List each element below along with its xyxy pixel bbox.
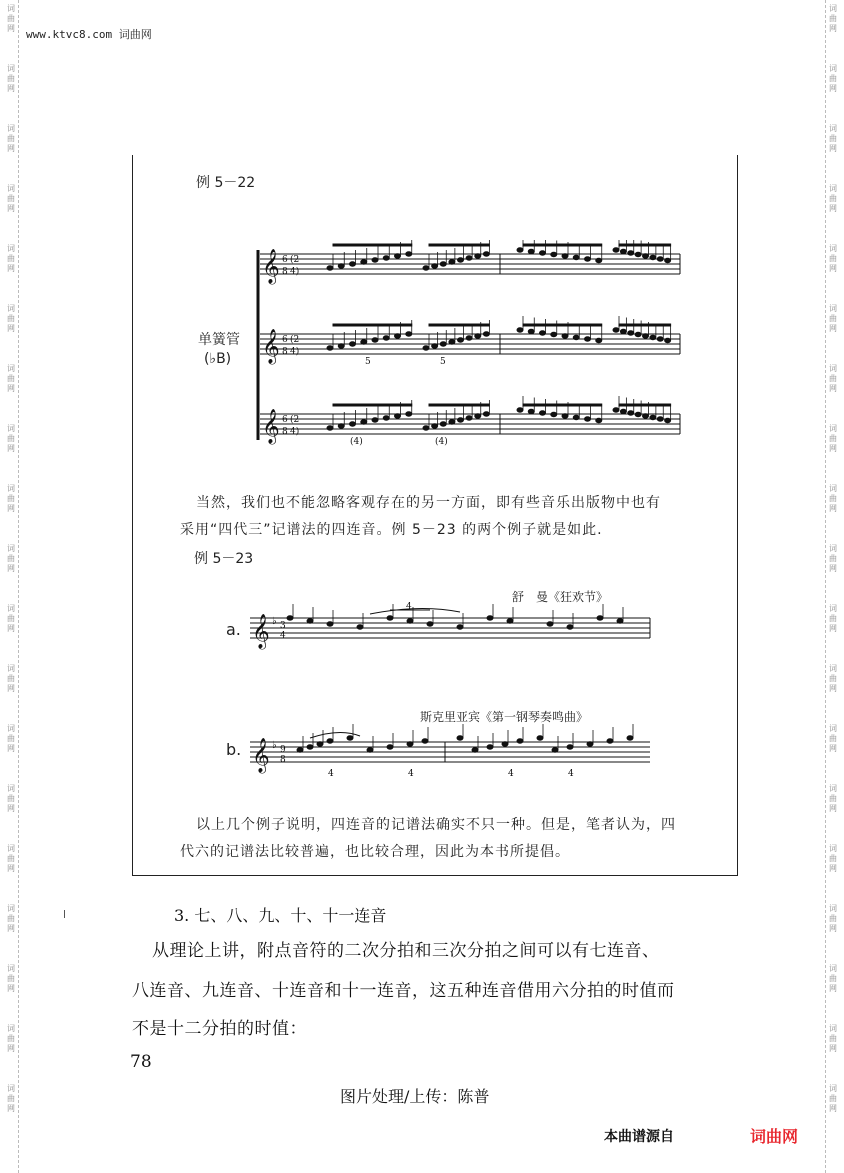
note-head [596,338,602,342]
note-head [547,622,553,626]
paragraph-2-line-1: 以上几个例子说明，四连音的记谱法确实不只一种。但是，笔者认为，四 [196,817,676,833]
svg-text:𝄞: 𝄞 [252,738,270,773]
side-watermark-text: 词 曲 网 [829,364,837,393]
example-b-credit: 斯克里亚宾《第一钢琴奏鸣曲》 [420,710,589,724]
side-watermark-text: 词 曲 网 [829,724,837,753]
note-head [427,622,433,626]
tuplet-mark: (4) [350,437,363,447]
note-head [617,619,623,623]
note-head [517,408,523,412]
note-head [357,625,363,629]
score-example-5-23b [250,724,660,784]
note-beam [619,244,671,246]
note-head [573,335,579,339]
note-head [466,256,472,260]
note-head [540,331,546,335]
note-head [338,424,344,428]
svg-text:6: 6 [282,255,288,265]
note-head [607,739,613,743]
note-beam [429,324,489,326]
note-head [407,742,413,746]
note-head [432,264,438,268]
note-head [395,254,401,258]
margin-tick [64,910,65,918]
page-number: 78 [130,1052,152,1072]
note-head [449,340,455,344]
note-beam [523,244,602,246]
note-head [528,409,534,413]
example-a-credit: 舒 曼《狂欢节》 [512,590,609,604]
note-head [657,337,663,341]
note-head [620,249,626,253]
side-watermark-text: 词 曲 网 [7,964,15,993]
footer-credit: 图片处理/上传：陈普 [340,1087,490,1106]
note-head [540,251,546,255]
note-head [643,414,649,418]
note-head [327,739,333,743]
note-head [350,262,356,266]
note-head [307,619,313,623]
note-head [635,332,641,336]
side-watermark-text: 词 曲 网 [7,424,15,453]
section-line-3: 不是十二分拍的时值： [132,1019,307,1039]
side-watermark-text: 词 曲 网 [7,304,15,333]
note-head [650,335,656,339]
note-head [287,616,293,620]
note-head [350,422,356,426]
side-watermark-text: 词 曲 网 [829,184,837,213]
note-head [338,264,344,268]
side-watermark-text: 词 曲 网 [7,1084,15,1113]
note-head [502,742,508,746]
note-head [422,739,428,743]
side-watermark-text: 词 曲 网 [829,1084,837,1113]
instrument-key-label: (♭B) [204,351,232,367]
svg-text:𝄞: 𝄞 [252,614,270,649]
note-head [383,336,389,340]
note-head [338,344,344,348]
note-head [372,338,378,342]
note-head [440,342,446,346]
side-watermark-text: 词 曲 网 [829,604,837,633]
note-head [552,748,558,752]
tuplet-mark: 4 [508,769,514,779]
side-watermark-text: 词 曲 网 [7,4,15,33]
source-brand-link[interactable]: 词曲网 [750,1127,799,1146]
note-head [537,736,543,740]
note-head [361,340,367,344]
note-head [643,334,649,338]
svg-text:4): 4) [290,427,300,437]
section-line-2: 八连音、九连音、十连音和十一连音，这五种连音借用六分拍的时值而 [132,981,675,1001]
note-head [567,625,573,629]
side-watermark-text: 词 曲 网 [7,64,15,93]
note-head [395,414,401,418]
note-head [387,745,393,749]
note-head [620,409,626,413]
note-head [585,417,591,421]
instrument-label: 单簧管 [198,332,240,348]
example-5-23-label: 例 5－23 [194,551,254,567]
source-label: 本曲谱源自 [604,1129,674,1145]
note-beam [333,324,412,326]
note-beam [429,404,489,406]
side-watermark-text: 词 曲 网 [7,664,15,693]
note-head [475,414,481,418]
note-head [528,249,534,253]
note-head [627,736,633,740]
note-head [367,748,373,752]
note-head [406,332,412,336]
side-watermark-text: 词 曲 网 [7,184,15,213]
note-head [432,424,438,428]
side-watermark-text: 词 曲 网 [829,844,837,873]
note-head [423,426,429,430]
note-head [383,256,389,260]
note-head [650,415,656,419]
svg-text:8: 8 [282,427,288,437]
note-head [635,412,641,416]
note-head [517,328,523,332]
section-heading: 3. 七、八、九、十、十一连音 [174,906,387,925]
note-head [317,742,323,746]
note-head [596,418,602,422]
side-watermark-text: 词 曲 网 [7,784,15,813]
note-head [596,258,602,262]
example-a-label: a. [226,620,241,639]
svg-text:3: 3 [280,621,286,631]
note-head [466,416,472,420]
svg-text:8: 8 [280,755,286,765]
note-head [562,254,568,258]
tuplet-mark: (4) [435,437,448,447]
note-head [327,426,333,430]
side-watermark-text: 词 曲 网 [7,724,15,753]
note-head [406,412,412,416]
note-head [307,745,313,749]
note-beam [429,244,489,246]
side-watermark-text: 词 曲 网 [7,904,15,933]
svg-text:♭: ♭ [272,616,277,627]
note-head [628,411,634,415]
note-head [613,248,619,252]
note-head [327,266,333,270]
svg-text:6: 6 [282,415,288,425]
side-watermark-text: 词 曲 网 [7,1024,15,1053]
svg-text:(2: (2 [290,415,300,425]
note-head [487,745,493,749]
note-head [573,255,579,259]
svg-text:4): 4) [290,267,300,277]
note-head [507,619,513,623]
note-head [458,418,464,422]
right-watermark-strip [825,0,840,1173]
url-text: www.ktvc8.com [26,28,113,41]
note-head [620,329,626,333]
note-head [457,625,463,629]
side-watermark-text: 词 曲 网 [829,904,837,933]
side-watermark-text: 词 曲 网 [829,64,837,93]
paragraph-2-line-2: 代六的记谱法比较普遍，也比较合理，因此为本书所提倡。 [180,844,570,860]
svg-text:4: 4 [280,631,286,641]
note-head [613,328,619,332]
note-head [361,420,367,424]
tuplet-mark: 4 [408,769,414,779]
tuplet-mark: 5 [440,357,446,367]
note-head [551,412,557,416]
note-beam [619,324,671,326]
example-5-22-label: 例 5－22 [196,175,256,191]
svg-text:9: 9 [280,745,286,755]
svg-text:8: 8 [282,347,288,357]
note-beam [523,324,602,326]
note-head [613,408,619,412]
note-head [551,252,557,256]
note-head [483,332,489,336]
note-beam [523,404,602,406]
side-watermark-text: 词 曲 网 [7,124,15,153]
side-watermark-text: 词 曲 网 [7,244,15,273]
left-watermark-strip [4,0,19,1173]
note-head [423,346,429,350]
note-head [432,344,438,348]
note-head [597,616,603,620]
svg-text:♭: ♭ [272,740,277,751]
svg-text:8: 8 [282,267,288,277]
note-head [423,266,429,270]
example-b-label: b. [226,740,242,759]
note-head [327,346,333,350]
note-head [562,334,568,338]
note-head [650,255,656,259]
note-head [540,411,546,415]
paragraph-1-line-2: 采用“四代三”记谱法的四连音。例 5－23 的两个例子就是如此. [180,522,603,538]
note-head [657,417,663,421]
side-watermark-text: 词 曲 网 [829,124,837,153]
note-head [458,338,464,342]
note-head [372,418,378,422]
note-head [483,412,489,416]
section-line-1: 从理论上讲，附点音符的二次分拍和三次分拍之间可以有七连音、 [152,941,660,961]
side-watermark-text: 词 曲 网 [829,4,837,33]
note-head [657,257,663,261]
side-watermark-text: 词 曲 网 [7,364,15,393]
note-head [587,742,593,746]
treble-clef-2: 𝄞 [262,329,280,364]
note-beam [333,244,412,246]
side-watermark-text: 词 曲 网 [7,604,15,633]
note-head [297,748,303,752]
paragraph-1-line-1: 当然，我们也不能忽略客观存在的另一方面，即有些音乐出版物中也有 [196,495,661,511]
note-head [483,252,489,256]
note-beam [619,404,671,406]
paragraph-1 [180,490,661,544]
note-head [406,252,412,256]
note-head [475,334,481,338]
note-head [665,258,671,262]
svg-text:(2: (2 [290,255,300,265]
svg-text:4): 4) [290,347,300,357]
note-head [449,260,455,264]
note-head [440,262,446,266]
svg-text:(2: (2 [290,335,300,345]
note-head [573,415,579,419]
side-watermark-text: 词 曲 网 [7,844,15,873]
note-head [562,414,568,418]
note-head [628,251,634,255]
note-head [585,337,591,341]
tuplet-mark: 4 [328,769,334,779]
side-watermark-text: 词 曲 网 [829,784,837,813]
side-watermark-text: 词 曲 网 [829,244,837,273]
note-beam [333,404,412,406]
note-head [528,329,534,333]
note-head [551,332,557,336]
note-head [457,736,463,740]
side-watermark-text: 词 曲 网 [829,664,837,693]
treble-clef-1: 𝄞 [262,249,280,284]
note-head [487,616,493,620]
note-head [458,258,464,262]
note-head [466,336,472,340]
note-head [440,422,446,426]
note-head [475,254,481,258]
note-head [383,416,389,420]
score-example-5-23a [250,600,660,660]
note-head [407,619,413,623]
note-head [347,736,353,740]
note-head [628,331,634,335]
site-name: 词曲网 [118,28,152,41]
tuplet-mark: 4 [568,769,574,779]
note-head [472,748,478,752]
svg-text:6: 6 [282,335,288,345]
note-head [635,252,641,256]
note-head [567,745,573,749]
note-head [361,260,367,264]
side-watermark-text: 词 曲 网 [7,544,15,573]
treble-clef-3: 𝄞 [262,409,280,444]
side-watermark-text: 词 曲 网 [829,304,837,333]
side-watermark-text: 词 曲 网 [829,964,837,993]
score-example-5-22 [190,240,690,450]
note-head [665,338,671,342]
side-watermark-text: 词 曲 网 [829,1024,837,1053]
note-head [449,420,455,424]
note-head [372,258,378,262]
note-head [350,342,356,346]
note-head [585,257,591,261]
side-watermark-text: 词 曲 网 [829,424,837,453]
tuplet-mark: 5 [365,357,371,367]
note-head [387,616,393,620]
note-head [517,248,523,252]
note-head [395,334,401,338]
note-head [517,739,523,743]
paragraph-2 [180,812,676,866]
top-url-watermark[interactable] [26,26,152,42]
note-head [665,418,671,422]
tuplet-mark: 4 [406,602,412,612]
note-head [643,254,649,258]
side-watermark-text: 词 曲 网 [829,544,837,573]
side-watermark-text: 词 曲 网 [7,484,15,513]
side-watermark-text: 词 曲 网 [829,484,837,513]
note-head [327,622,333,626]
